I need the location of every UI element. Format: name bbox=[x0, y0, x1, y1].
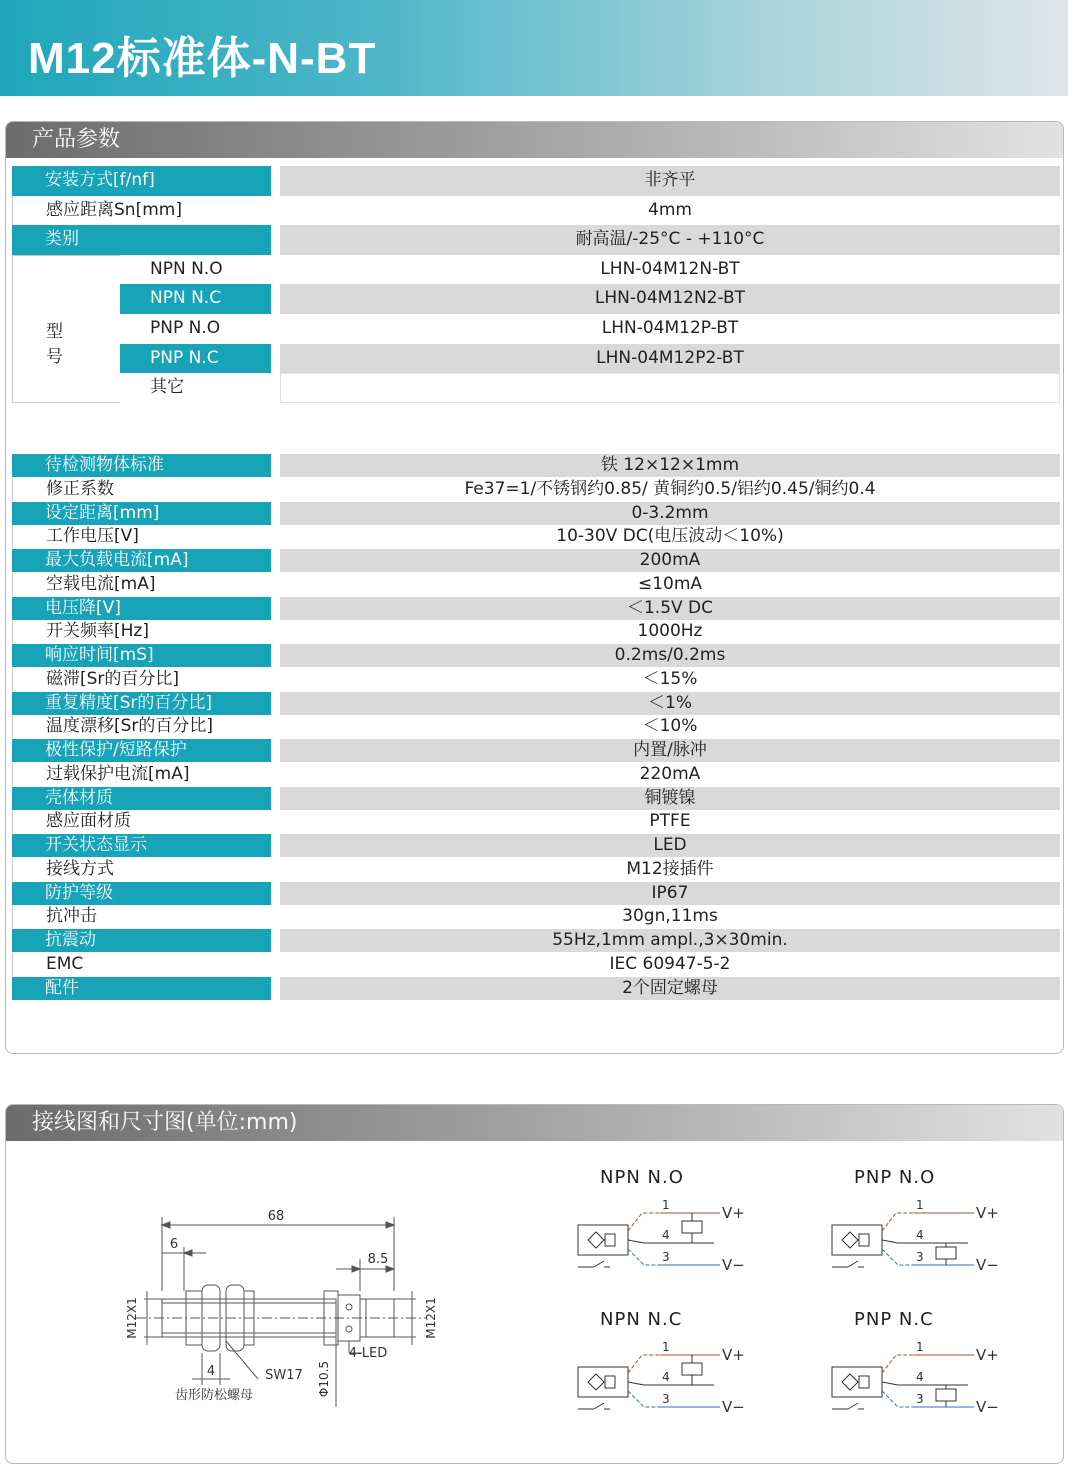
model-type: 其它 bbox=[120, 373, 271, 403]
spec-label: 感应面材质 bbox=[12, 810, 271, 833]
pin-3: 3 bbox=[662, 1392, 670, 1406]
dimension-drawing bbox=[6, 1141, 446, 1464]
pin-4: 4 bbox=[662, 1370, 670, 1384]
wiring-diagram bbox=[828, 1191, 1028, 1311]
spec-value: IP67 bbox=[280, 882, 1060, 905]
wiring-diagram bbox=[574, 1191, 774, 1311]
spec-value: ＜1.5V DC bbox=[280, 597, 1060, 620]
pin-1: 1 bbox=[916, 1340, 924, 1354]
wiring-dimension-panel bbox=[5, 1104, 1064, 1464]
section-title: 产品参数 bbox=[32, 127, 121, 152]
model-number: LHN-04M12P2-BT bbox=[280, 344, 1060, 374]
spec-label: 磁滞[Sr的百分比] bbox=[12, 668, 271, 691]
spec-label: 设定距离[mm] bbox=[12, 502, 271, 525]
pin-1: 1 bbox=[916, 1198, 924, 1212]
pin-1: 1 bbox=[662, 1198, 670, 1212]
section-unit: (单位:mm) bbox=[186, 1110, 298, 1135]
v-minus: V− bbox=[722, 1256, 745, 1274]
dim-total-length: 68 bbox=[267, 1209, 285, 1224]
model-type: PNP N.C bbox=[120, 344, 271, 374]
spec-value: 铁 12×12×1mm bbox=[280, 454, 1060, 477]
spec-label: 开关频率[Hz] bbox=[12, 620, 271, 643]
page-title: M12标准体-N-BT bbox=[28, 34, 377, 83]
model-type: NPN N.C bbox=[120, 284, 271, 314]
param-label: 类别 bbox=[12, 225, 271, 255]
pin-3: 3 bbox=[916, 1250, 924, 1264]
wiring-title: NPN N.C bbox=[600, 1309, 683, 1330]
pin-3: 3 bbox=[916, 1392, 924, 1406]
spec-label: 修正系数 bbox=[12, 478, 271, 501]
param-value: 耐高温/-25°C - +110°C bbox=[280, 225, 1060, 255]
pin-1: 1 bbox=[662, 1340, 670, 1354]
spec-value: 30gn,11ms bbox=[280, 905, 1060, 928]
param-value: 非齐平 bbox=[280, 166, 1060, 196]
model-number: LHN-04M12N2-BT bbox=[280, 284, 1060, 314]
model-label: 型号 bbox=[46, 321, 63, 367]
pin-3: 3 bbox=[662, 1250, 670, 1264]
spec-value: 2个固定螺母 bbox=[280, 977, 1060, 1000]
wiring-diagram bbox=[574, 1333, 774, 1453]
wiring-diagram bbox=[828, 1333, 1028, 1453]
dim-led: 4-LED bbox=[348, 1346, 388, 1361]
spec-value: 铜镀镍 bbox=[280, 787, 1060, 810]
spec-label: 抗震动 bbox=[12, 929, 271, 952]
spec-label: EMC bbox=[12, 953, 271, 976]
pin-4: 4 bbox=[916, 1370, 924, 1384]
spec-label: 过载保护电流[mA] bbox=[12, 763, 271, 786]
model-type: NPN N.O bbox=[120, 255, 271, 285]
dim-thread-right: M12X1 bbox=[424, 1297, 438, 1339]
spec-label: 配件 bbox=[12, 977, 271, 1000]
spec-value: 0.2ms/0.2ms bbox=[280, 644, 1060, 667]
section-header bbox=[6, 1105, 1063, 1141]
model-number: LHN-04M12N-BT bbox=[280, 255, 1060, 285]
spec-value: Fe37=1/不锈钢约0.85/ 黄铜约0.5/铝约0.45/铜约0.4 bbox=[280, 478, 1060, 501]
v-minus: V− bbox=[976, 1398, 999, 1416]
v-plus: V+ bbox=[722, 1346, 745, 1364]
spec-value: 0-3.2mm bbox=[280, 502, 1060, 525]
spec-value: IEC 60947-5-2 bbox=[280, 953, 1060, 976]
model-number-empty bbox=[280, 373, 1060, 403]
param-label: 安装方式[f/nf] bbox=[12, 166, 271, 196]
spec-label: 响应时间[mS] bbox=[12, 644, 271, 667]
spec-value: M12接插件 bbox=[280, 858, 1060, 881]
spec-label: 壳体材质 bbox=[12, 787, 271, 810]
dim-nut-name: 齿形防松螺母 bbox=[174, 1388, 254, 1403]
v-plus: V+ bbox=[976, 1346, 999, 1364]
spec-value: 200mA bbox=[280, 549, 1060, 572]
section-header bbox=[6, 122, 1063, 158]
spec-label: 接线方式 bbox=[12, 858, 271, 881]
spec-value: ≤10mA bbox=[280, 573, 1060, 596]
spec-value: 内置/脉冲 bbox=[280, 739, 1060, 762]
spec-value: 1000Hz bbox=[280, 620, 1060, 643]
dim-nut-width: 4 bbox=[206, 1364, 216, 1379]
spec-label: 重复精度[Sr的百分比] bbox=[12, 692, 271, 715]
spec-value: ＜15% bbox=[280, 668, 1060, 691]
spec-label: 最大负载电流[mA] bbox=[12, 549, 271, 572]
spec-label: 防护等级 bbox=[12, 882, 271, 905]
spec-label: 工作电压[V] bbox=[12, 525, 271, 548]
diagram-area bbox=[6, 1141, 1064, 1464]
dim-thread-left: M12X1 bbox=[125, 1297, 139, 1339]
spec-value: LED bbox=[280, 834, 1060, 857]
dim-spanner: SW17 bbox=[265, 1368, 303, 1383]
spec-label: 温度漂移[Sr的百分比] bbox=[12, 715, 271, 738]
spec-value: PTFE bbox=[280, 810, 1060, 833]
wiring-title: PNP N.C bbox=[854, 1309, 934, 1330]
model-number: LHN-04M12P-BT bbox=[280, 314, 1060, 344]
spec-value: ＜10% bbox=[280, 715, 1060, 738]
spec-label: 电压降[V] bbox=[12, 597, 271, 620]
pin-4: 4 bbox=[662, 1228, 670, 1242]
param-value: 4mm bbox=[280, 196, 1060, 226]
spec-label: 开关状态显示 bbox=[12, 834, 271, 857]
spec-label: 抗冲击 bbox=[12, 905, 271, 928]
v-plus: V+ bbox=[976, 1204, 999, 1222]
spec-value: 10-30V DC(电压波动＜10%) bbox=[280, 525, 1060, 548]
v-minus: V− bbox=[722, 1398, 745, 1416]
spec-label: 空载电流[mA] bbox=[12, 573, 271, 596]
spec-value: ＜1% bbox=[280, 692, 1060, 715]
dim-diameter: Φ10.5 bbox=[317, 1360, 331, 1398]
section-title: 接线图和尺寸图 bbox=[32, 1110, 187, 1135]
v-minus: V− bbox=[976, 1256, 999, 1274]
v-plus: V+ bbox=[722, 1204, 745, 1222]
model-type: PNP N.O bbox=[120, 314, 271, 344]
wiring-title: PNP N.O bbox=[854, 1167, 936, 1188]
param-label: 感应距离Sn[mm] bbox=[12, 196, 271, 226]
spec-label: 极性保护/短路保护 bbox=[12, 739, 271, 762]
spec-label: 待检测物体标准 bbox=[12, 454, 271, 477]
pin-4: 4 bbox=[916, 1228, 924, 1242]
dim-connector-length: 8.5 bbox=[367, 1252, 389, 1267]
title-banner bbox=[0, 0, 1068, 96]
spec-value: 55Hz,1mm ampl.,3×30min. bbox=[280, 929, 1060, 952]
product-params-panel bbox=[5, 121, 1064, 1054]
spec-value: 220mA bbox=[280, 763, 1060, 786]
wiring-title: NPN N.O bbox=[600, 1167, 684, 1188]
dim-nut-offset: 6 bbox=[169, 1237, 179, 1252]
